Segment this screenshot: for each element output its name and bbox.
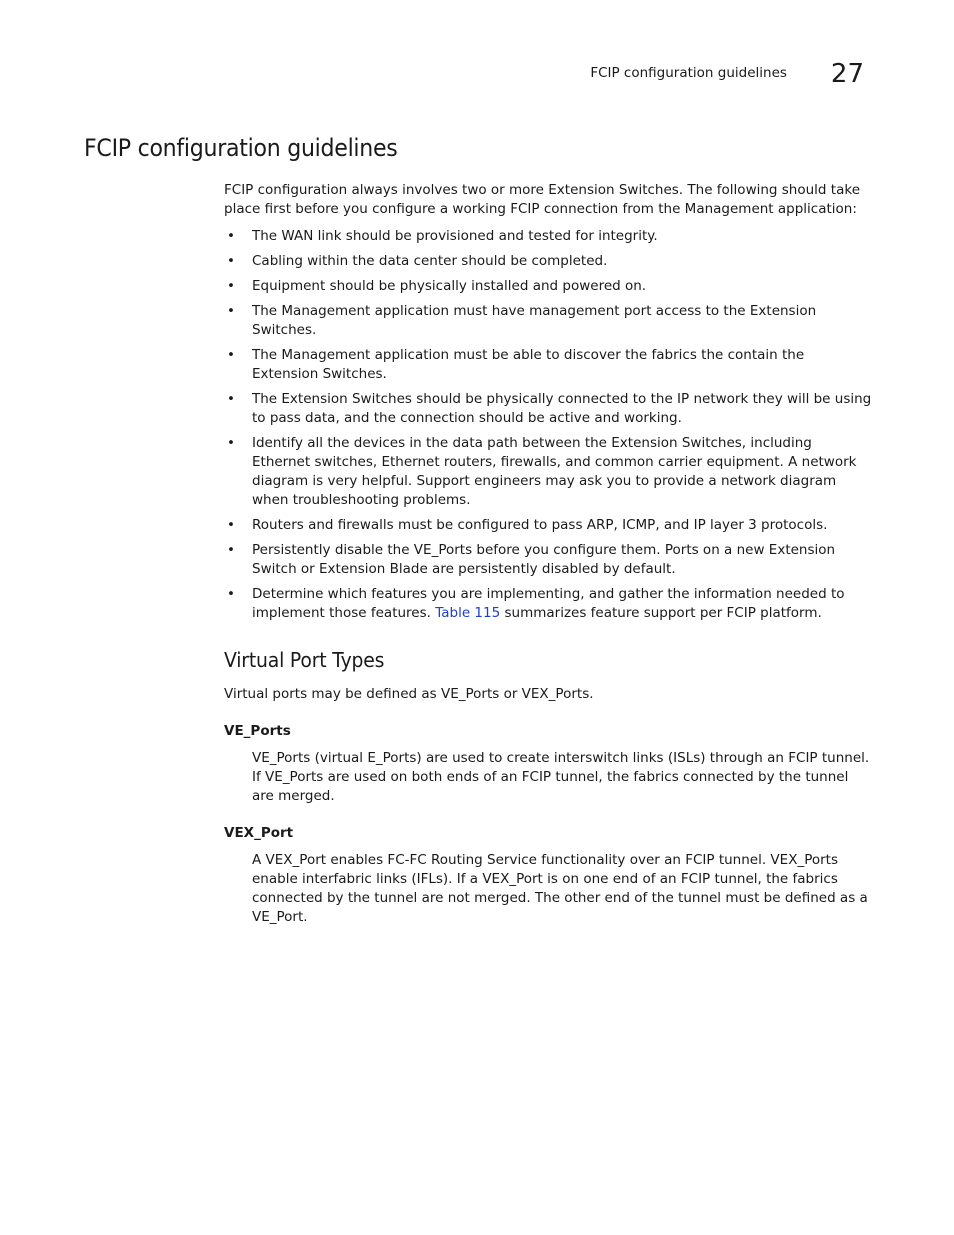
list-item-text: The Management application must be able to discover the fabrics the contain the Extension Switches. (252, 347, 805, 382)
chapter-number: 27 (830, 59, 864, 89)
bullet-icon: • (227, 278, 235, 294)
bullet-icon: • (227, 542, 235, 558)
bullet-icon: • (227, 517, 235, 533)
list-item-text-after-link: summarizes feature support per FCIP platform. (500, 605, 822, 621)
bullet-icon: • (227, 435, 235, 451)
bullet-icon: • (227, 347, 235, 363)
page-title: FCIP configuration guidelines (84, 134, 398, 162)
list-item-text: The WAN link should be provisioned and tested for integrity. (252, 228, 658, 244)
list-item (224, 252, 872, 271)
section-intro: Virtual ports may be defined as VE_Ports or VEX_Ports. (224, 686, 594, 702)
table-115-link[interactable]: Table 115 (435, 605, 501, 621)
bullet-icon: • (227, 586, 235, 602)
bullet-icon: • (227, 253, 235, 269)
main-content (224, 181, 872, 927)
list-item (224, 390, 872, 428)
bullet-icon: • (227, 303, 235, 319)
list-item-text: Equipment should be physically installed and powered on. (252, 278, 647, 294)
list-item-text (252, 586, 845, 621)
list-item-text-before-link: Determine which features you are implementing, and gather the information needed to implement those features. (252, 586, 845, 621)
list-item (224, 434, 872, 510)
bullet-icon: • (227, 391, 235, 407)
list-item-text: Routers and firewalls must be configured to pass ARP, ICMP, and IP layer 3 protocols. (252, 517, 828, 533)
subheading-vex-port: VEX_Port (224, 825, 294, 841)
list-item (224, 227, 872, 246)
list-item-text: Identify all the devices in the data path between the Extension Switches, including Ethernet switches, Ethernet routers, firewalls, and common carrier equipment. A network diagram is very helpful. Support engineers may ask you to provide a network diagram when troubleshooting problems. (252, 435, 857, 508)
guidelines-list (224, 227, 872, 623)
vex-port-paragraph: A VEX_Port enables FC-FC Routing Service functionality over an FCIP tunnel. VEX_Ports enable interfabric links (IFLs). If a VEX_Port is on one end of an FCIP tunnel, the fabrics connected by the tunnel are not merged. The other end of the tunnel must be defined as a VE_Port. (252, 852, 868, 925)
section-heading-virtual-port-types: Virtual Port Types (224, 648, 385, 672)
list-item (224, 277, 872, 296)
subheading-ve-ports: VE_Ports (224, 723, 291, 739)
list-item (224, 541, 872, 579)
intro-paragraph: FCIP configuration always involves two or more Extension Switches. The following should take place first before you configure a working FCIP connection from the Management application: (224, 182, 860, 217)
list-item-text: Persistently disable the VE_Ports before you configure them. Ports on a new Extension Switch or Extension Blade are persistently disabled by default. (252, 542, 836, 577)
running-header (590, 57, 864, 87)
bullet-icon: • (227, 228, 235, 244)
list-item (224, 346, 872, 384)
list-item-text: Cabling within the data center should be completed. (252, 253, 608, 269)
list-item-text: The Management application must have management port access to the Extension Switches. (252, 303, 817, 338)
list-item (224, 516, 872, 535)
list-item (224, 302, 872, 340)
ve-ports-paragraph: VE_Ports (virtual E_Ports) are used to create interswitch links (ISLs) through an FCIP tunnel. If VE_Ports are used on both ends of an FCIP tunnel, the fabrics connected by the tunnel are merged. (252, 750, 870, 804)
running-header-title: FCIP configuration guidelines (590, 65, 787, 81)
list-item (224, 585, 872, 623)
list-item-text: The Extension Switches should be physically connected to the IP network they will be using to pass data, and the connection should be active and working. (252, 391, 872, 426)
